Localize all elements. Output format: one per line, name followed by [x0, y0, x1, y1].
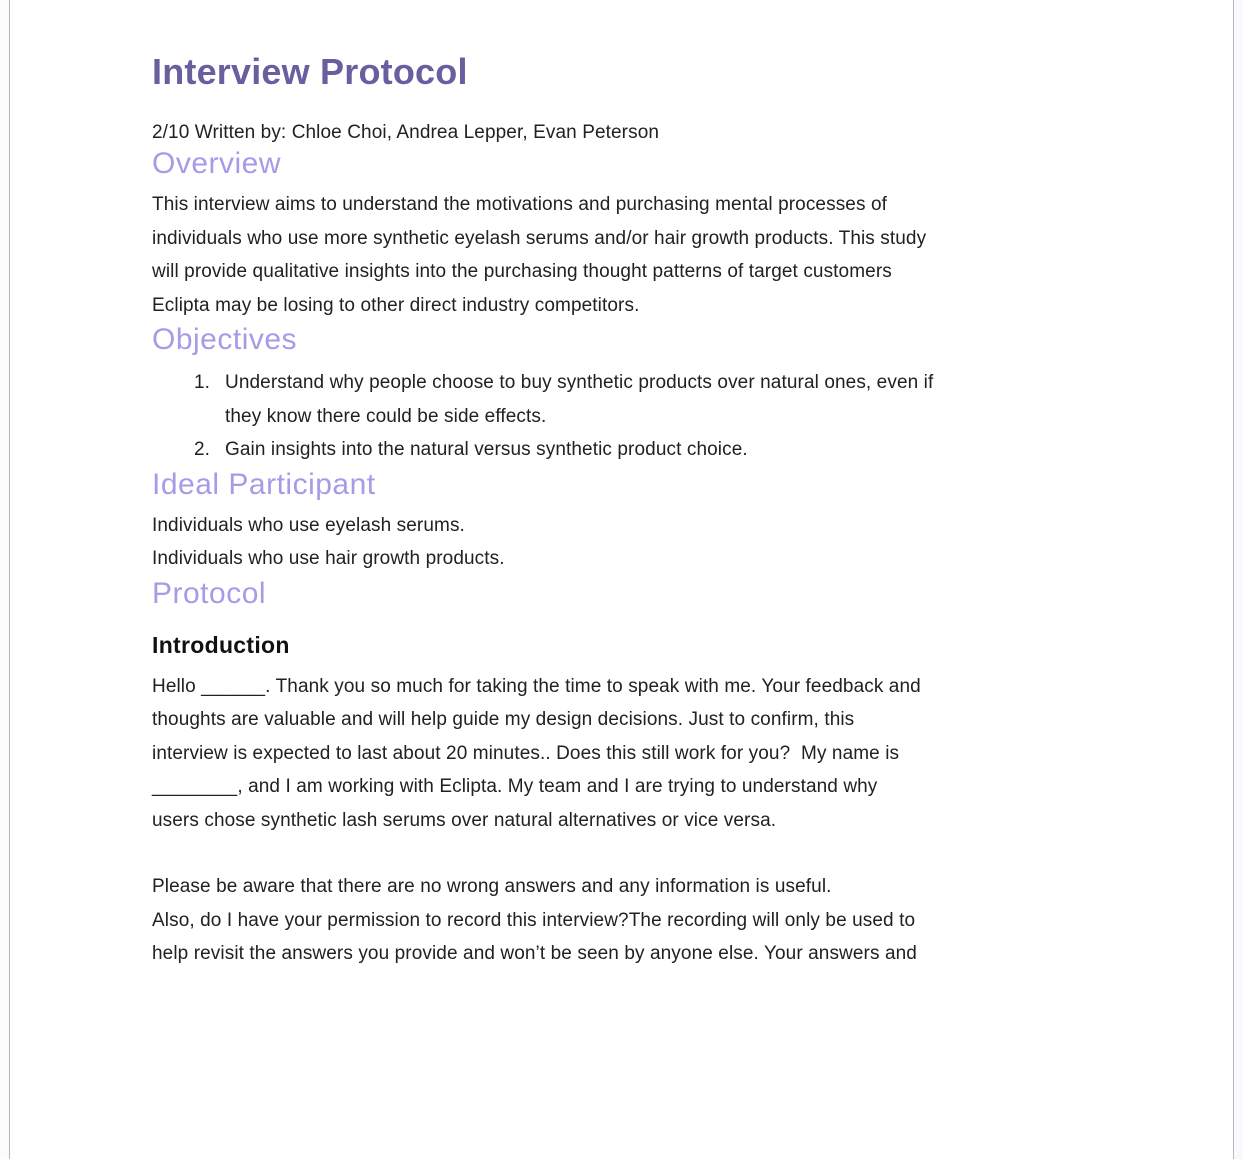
- text-line: Eclipta may be losing to other direct industry competitors.: [152, 294, 640, 316]
- byline: 2/10 Written by: Chloe Choi, Andrea Lepper, Evan Peterson: [152, 122, 660, 143]
- text-line: Individuals who use eyelash serums.: [152, 514, 465, 536]
- text-line: Hello ______. Thank you so much for taking the time to speak with me. Your feedback and: [152, 675, 921, 697]
- text-line: ________, and I am working with Eclipta. My team and I are trying to understand why: [152, 776, 878, 797]
- ideal-participant-heading: Ideal Participant: [152, 467, 376, 501]
- list-item-number: 2.: [194, 439, 211, 460]
- document-canvas[interactable]: [9, 0, 1234, 1159]
- list-item-text: [225, 366, 1193, 433]
- ideal-participant-paragraph: [152, 509, 1193, 576]
- text-line: individuals who use more synthetic eyelash serums and/or hair growth products. This study: [152, 227, 927, 249]
- list-item-number: 1.: [194, 372, 211, 393]
- introduction-paragraph: [152, 670, 1193, 838]
- overview-paragraph: [152, 188, 1193, 322]
- introduction-subheading: Introduction: [152, 631, 290, 658]
- objectives-heading: Objectives: [152, 323, 298, 356]
- text-line: help revisit the answers you provide and won’t be seen by anyone else. Your answers and: [152, 943, 917, 964]
- text-line: Please be aware that there are no wrong answers and any information is useful.: [152, 876, 832, 897]
- text-line: will provide qualitative insights into the purchasing thought patterns of target customers: [152, 261, 892, 282]
- objectives-list: [152, 366, 1193, 467]
- text-line: Understand why people choose to buy synthetic products over natural ones, even if: [225, 372, 934, 393]
- text-line: Also, do I have your permission to record this interview?The recording will only be used to: [152, 909, 916, 931]
- page-title: Interview Protocol: [152, 51, 468, 92]
- page-right-gutter: [1235, 0, 1243, 1159]
- consent-paragraph: [152, 870, 1193, 971]
- text-line: users chose synthetic lash serums over natural alternatives or vice versa.: [152, 809, 777, 831]
- list-item-text: [225, 433, 1193, 467]
- text-line: Gain insights into the natural versus synthetic product choice.: [225, 439, 748, 460]
- text-line: thoughts are valuable and will help guide my design decisions. Just to confirm, this: [152, 709, 855, 730]
- text-line: This interview aims to understand the motivations and purchasing mental processes of: [152, 194, 887, 215]
- text-line: they know there could be side effects.: [225, 405, 547, 427]
- list-item: [152, 433, 1193, 467]
- text-line: Individuals who use hair growth products.: [152, 548, 505, 569]
- overview-heading: Overview: [152, 147, 282, 180]
- list-item: [152, 366, 1193, 433]
- document-content: [10, 0, 1233, 971]
- text-line: interview is expected to last about 20 minutes.. Does this still work for you? My name is: [152, 742, 900, 764]
- protocol-heading: Protocol: [152, 576, 267, 610]
